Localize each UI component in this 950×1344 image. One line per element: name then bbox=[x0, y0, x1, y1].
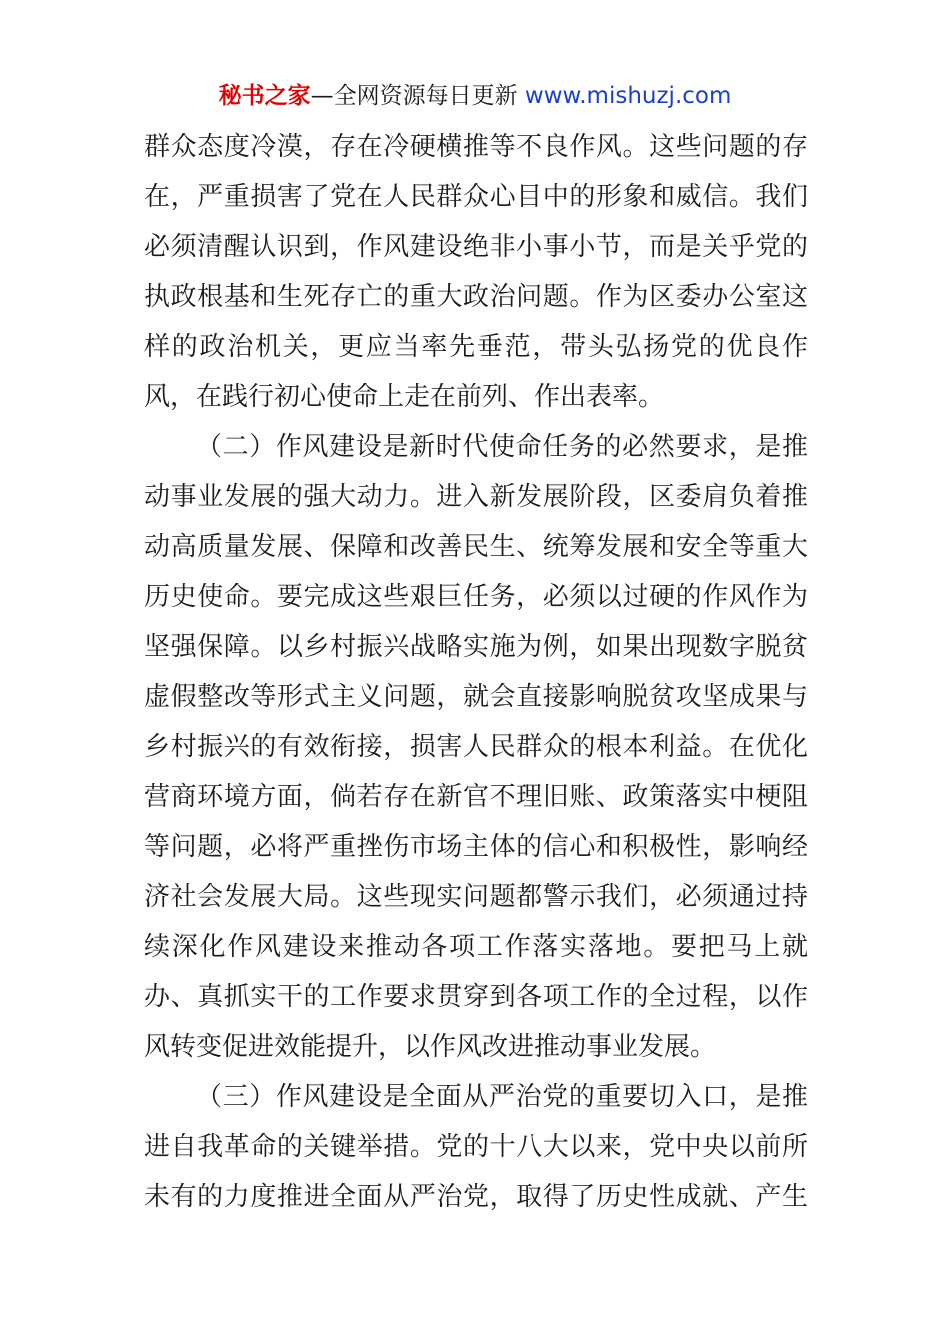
site-header bbox=[0, 80, 950, 112]
text-line: 动事业发展的强大动力。进入新发展阶段，区委肩负着推 bbox=[144, 482, 808, 512]
site-url-link[interactable]: www.mishuzj.com bbox=[524, 83, 732, 109]
text-line: 必须清醒认识到，作风建设绝非小事小节，而是关乎党的 bbox=[144, 232, 808, 262]
text-line: 虚假整改等形式主义问题，就会直接影响脱贫攻坚成果与 bbox=[144, 682, 808, 712]
text-line: 未有的力度推进全面从严治党，取得了历史性成就、产生 bbox=[144, 1182, 808, 1212]
text-line: 办、真抓实干的工作要求贯穿到各项工作的全过程，以作 bbox=[144, 982, 808, 1012]
text-line: 动高质量发展、保障和改善民生、统筹发展和安全等重大 bbox=[144, 532, 808, 562]
text-line: 济社会发展大局。这些现实问题都警示我们，必须通过持 bbox=[144, 882, 808, 912]
paragraph-start: （三）作风建设是全面从严治党的重要切入口，是推 bbox=[196, 1082, 808, 1112]
text-line: 风，在践行初心使命上走在前列、作出表率。 bbox=[144, 382, 665, 412]
text-line: 等问题，必将严重挫伤市场主体的信心和积极性，影响经 bbox=[144, 832, 808, 862]
text-line: 续深化作风建设来推动各项工作落实落地。要把马上就 bbox=[144, 932, 808, 962]
text-line: 样的政治机关，更应当率先垂范，带头弘扬党的优良作 bbox=[144, 332, 808, 362]
paragraph-start: （二）作风建设是新时代使命任务的必然要求，是推 bbox=[196, 432, 808, 462]
document-body bbox=[144, 122, 808, 1222]
text-line: 营商环境方面，倘若存在新官不理旧账、政策落实中梗阻 bbox=[144, 782, 808, 812]
site-tagline: —全网资源每日更新 bbox=[310, 83, 525, 109]
text-line: 风转变促进效能提升，以作风改进推动事业发展。 bbox=[144, 1032, 717, 1062]
text-line: 执政根基和生死存亡的重大政治问题。作为区委办公室这 bbox=[144, 282, 808, 312]
text-line: 进自我革命的关键举措。党的十八大以来，党中央以前所 bbox=[144, 1132, 808, 1162]
text-line: 在，严重损害了党在人民群众心目中的形象和威信。我们 bbox=[144, 182, 808, 212]
text-line: 乡村振兴的有效衔接，损害人民群众的根本利益。在优化 bbox=[144, 732, 808, 762]
text-line: 坚强保障。以乡村振兴战略实施为例，如果出现数字脱贫 bbox=[144, 632, 808, 662]
site-brand: 秘书之家 bbox=[218, 83, 311, 109]
text-line: 群众态度冷漠，存在冷硬横推等不良作风。这些问题的存 bbox=[144, 132, 808, 162]
text-line: 历史使命。要完成这些艰巨任务，必须以过硬的作风作为 bbox=[144, 582, 808, 612]
